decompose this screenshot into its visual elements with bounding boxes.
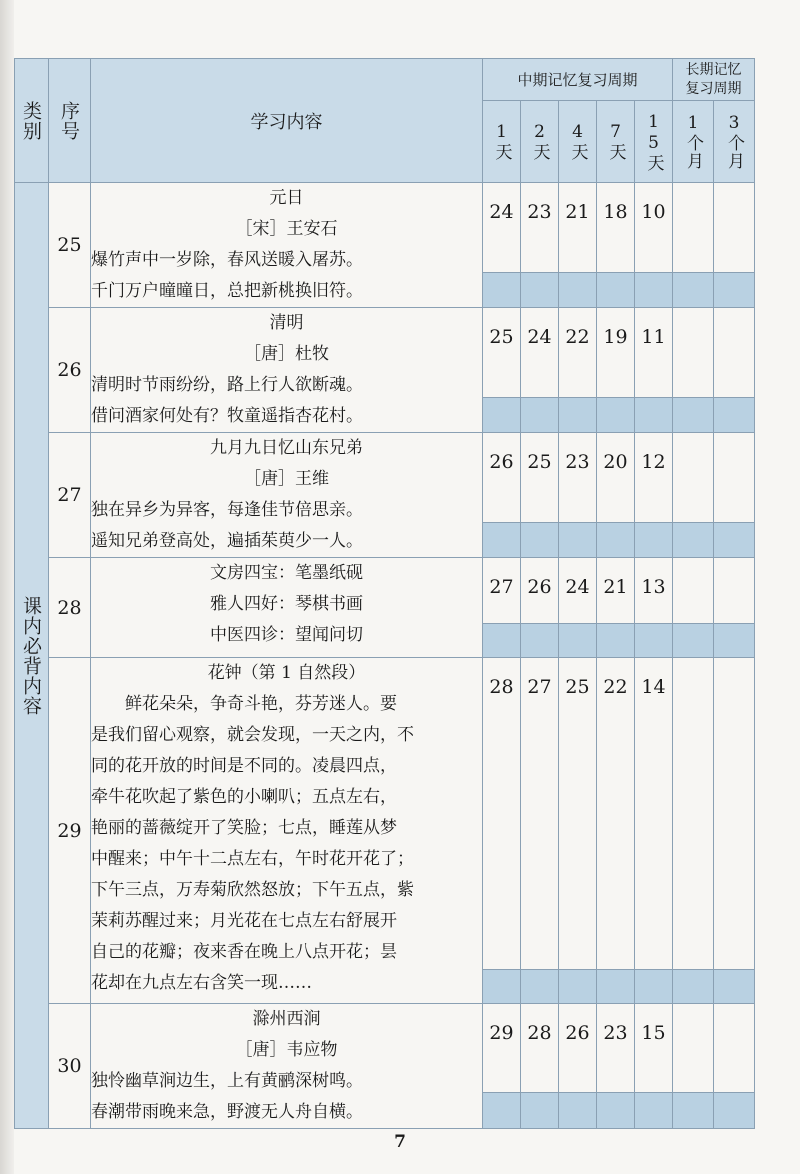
content-line: 艳丽的蔷薇绽开了笑脸；七点，睡莲从梦 <box>91 818 397 838</box>
review-count-cell: 14 <box>635 658 673 970</box>
check-cell <box>714 1092 755 1128</box>
review-count-cell: 22 <box>559 308 597 398</box>
review-count-cell: 23 <box>521 183 559 273</box>
review-count-cell: 21 <box>559 183 597 273</box>
review-count-cell: 11 <box>635 308 673 398</box>
table-row <box>15 1004 755 1093</box>
check-cell <box>521 624 559 658</box>
content-line: 滁州西涧 <box>252 1009 321 1029</box>
check-cell <box>597 970 635 1004</box>
content-header: 学习内容 <box>91 59 483 183</box>
content-line: 中醒来；中午十二点左右，午时花开花了； <box>91 849 414 869</box>
content-line: 雅人四好：琴棋书画 <box>210 594 363 614</box>
review-count-cell <box>714 658 755 970</box>
content-line: 九月九日忆山东兄弟 <box>210 438 363 458</box>
check-cell <box>714 624 755 658</box>
check-cell <box>521 970 559 1004</box>
content-line: 爆竹声中一岁除，春风送暖入屠苏。 <box>91 250 363 270</box>
scan-edge <box>0 0 14 1174</box>
check-cell <box>483 970 521 1004</box>
day-header: 4天 <box>559 101 597 183</box>
review-count-cell <box>673 308 714 398</box>
content-line: 春潮带雨晚来急，野渡无人舟自横。 <box>91 1102 363 1122</box>
check-cell <box>597 1092 635 1128</box>
seq-cell: 30 <box>49 1004 91 1129</box>
seq-cell: 25 <box>49 183 91 308</box>
check-cell <box>559 273 597 308</box>
table-row <box>15 558 755 624</box>
review-count-cell: 27 <box>483 558 521 624</box>
check-cell <box>714 397 755 432</box>
check-cell <box>673 970 714 1004</box>
check-cell <box>559 523 597 558</box>
content-line: 下午三点，万寿菊欣然怒放；下午五点，紫 <box>91 880 414 900</box>
check-cell <box>559 1092 597 1128</box>
day-header: 2天 <box>521 101 559 183</box>
content-line: 自己的花瓣；夜来香在晚上八点开花；昙 <box>91 942 397 962</box>
check-cell <box>673 624 714 658</box>
check-cell <box>714 970 755 1004</box>
review-count-cell: 29 <box>483 1004 521 1093</box>
check-cell <box>714 273 755 308</box>
check-cell <box>483 273 521 308</box>
content-line: 是我们留心观察，就会发现，一天之内，不 <box>91 725 414 745</box>
day-header: 1天 <box>483 101 521 183</box>
check-cell <box>714 523 755 558</box>
category-header: 类别 <box>15 59 49 183</box>
content-line: 牵牛花吹起了紫色的小喇叭；五点左右， <box>91 787 397 807</box>
check-cell <box>635 624 673 658</box>
day-header: 7天 <box>597 101 635 183</box>
review-count-cell: 26 <box>483 433 521 523</box>
seq-cell: 27 <box>49 433 91 558</box>
content-line: 清明 <box>269 313 304 333</box>
check-cell <box>673 397 714 432</box>
check-cell <box>483 523 521 558</box>
review-count-cell <box>673 1004 714 1093</box>
review-count-cell: 25 <box>559 658 597 970</box>
seq-cell: 28 <box>49 558 91 658</box>
review-count-cell: 21 <box>597 558 635 624</box>
review-count-cell: 23 <box>597 1004 635 1093</box>
review-count-cell: 23 <box>559 433 597 523</box>
check-cell <box>635 970 673 1004</box>
check-cell <box>597 523 635 558</box>
mid-term-header: 中期记忆复习周期 <box>483 59 673 101</box>
check-cell <box>521 397 559 432</box>
check-cell <box>635 1092 673 1128</box>
review-count-cell: 15 <box>635 1004 673 1093</box>
table-row <box>15 308 755 398</box>
review-count-cell: 18 <box>597 183 635 273</box>
check-cell <box>673 523 714 558</box>
check-cell <box>483 397 521 432</box>
check-cell <box>483 624 521 658</box>
content-line: ［宋］王安石 <box>235 219 338 239</box>
review-count-cell: 19 <box>597 308 635 398</box>
check-cell <box>559 397 597 432</box>
day-header: 15天 <box>635 101 673 183</box>
content-line: ［唐］王维 <box>244 469 329 489</box>
review-count-cell: 26 <box>521 558 559 624</box>
seq-cell: 26 <box>49 308 91 433</box>
content-cell <box>91 308 483 433</box>
check-cell <box>673 273 714 308</box>
table-row <box>15 658 755 970</box>
category-label: 课内必背内容 <box>20 595 42 716</box>
content-line: 借问酒家何处有？牧童遥指杏花村。 <box>91 406 363 426</box>
content-line: 花却在九点左右含笑一现…… <box>91 973 312 993</box>
content-line: 独在异乡为异客，每逢佳节倍思亲。 <box>91 500 363 520</box>
day-header: 3个月 <box>714 101 755 183</box>
review-count-cell: 20 <box>597 433 635 523</box>
check-cell <box>521 523 559 558</box>
review-count-cell <box>714 433 755 523</box>
content-line: ［唐］杜牧 <box>244 344 329 364</box>
review-count-cell: 22 <box>597 658 635 970</box>
check-cell <box>673 1092 714 1128</box>
review-count-cell: 12 <box>635 433 673 523</box>
review-schedule-table <box>14 58 755 1129</box>
content-line: 元日 <box>269 188 304 208</box>
check-cell <box>483 1092 521 1128</box>
content-line: ［唐］韦应物 <box>235 1040 338 1060</box>
table-row <box>15 433 755 523</box>
review-count-cell: 24 <box>559 558 597 624</box>
review-count-cell: 13 <box>635 558 673 624</box>
check-cell <box>559 624 597 658</box>
table-row <box>15 183 755 273</box>
review-count-cell <box>714 558 755 624</box>
category-cell <box>15 183 49 1129</box>
review-count-cell: 28 <box>483 658 521 970</box>
check-cell <box>521 1092 559 1128</box>
content-line: 中医四诊：望闻问切 <box>210 625 363 645</box>
review-count-cell: 25 <box>483 308 521 398</box>
content-line: 鲜花朵朵，争奇斗艳，芬芳迷人。要 <box>125 694 397 714</box>
long-term-header: 长期记忆复习周期 <box>673 59 755 101</box>
day-header: 1个月 <box>673 101 714 183</box>
check-cell <box>597 397 635 432</box>
content-line: 同的花开放的时间是不同的。凌晨四点， <box>91 756 397 776</box>
content-line: 文房四宝：笔墨纸砚 <box>210 563 363 583</box>
review-count-cell: 24 <box>521 308 559 398</box>
content-cell <box>91 1004 483 1129</box>
seq-header: 序号 <box>49 59 91 183</box>
content-cell <box>91 558 483 658</box>
review-count-cell <box>714 183 755 273</box>
content-cell <box>91 183 483 308</box>
review-count-cell: 10 <box>635 183 673 273</box>
review-count-cell <box>714 308 755 398</box>
review-count-cell <box>673 658 714 970</box>
review-count-cell: 24 <box>483 183 521 273</box>
content-cell <box>91 658 483 1004</box>
check-cell <box>635 523 673 558</box>
review-count-cell <box>714 1004 755 1093</box>
review-count-cell: 25 <box>521 433 559 523</box>
check-cell <box>597 273 635 308</box>
page-number: 7 <box>394 1132 406 1152</box>
check-cell <box>559 970 597 1004</box>
check-cell <box>635 397 673 432</box>
review-count-cell <box>673 183 714 273</box>
check-cell <box>635 273 673 308</box>
content-line: 独怜幽草涧边生，上有黄鹂深树鸣。 <box>91 1071 363 1091</box>
content-line: 花钟（第 1 自然段） <box>207 663 366 683</box>
review-count-cell: 28 <box>521 1004 559 1093</box>
review-count-cell: 27 <box>521 658 559 970</box>
content-line: 茉莉苏醒过来；月光花在七点左右舒展开 <box>91 911 397 931</box>
content-line: 千门万户曈曈日，总把新桃换旧符。 <box>91 281 363 301</box>
check-cell <box>521 273 559 308</box>
content-line: 清明时节雨纷纷，路上行人欲断魂。 <box>91 375 363 395</box>
content-cell <box>91 433 483 558</box>
seq-cell: 29 <box>49 658 91 1004</box>
review-count-cell <box>673 558 714 624</box>
content-line: 遥知兄弟登高处，遍插茱萸少一人。 <box>91 531 363 551</box>
check-cell <box>597 624 635 658</box>
review-count-cell <box>673 433 714 523</box>
review-count-cell: 26 <box>559 1004 597 1093</box>
